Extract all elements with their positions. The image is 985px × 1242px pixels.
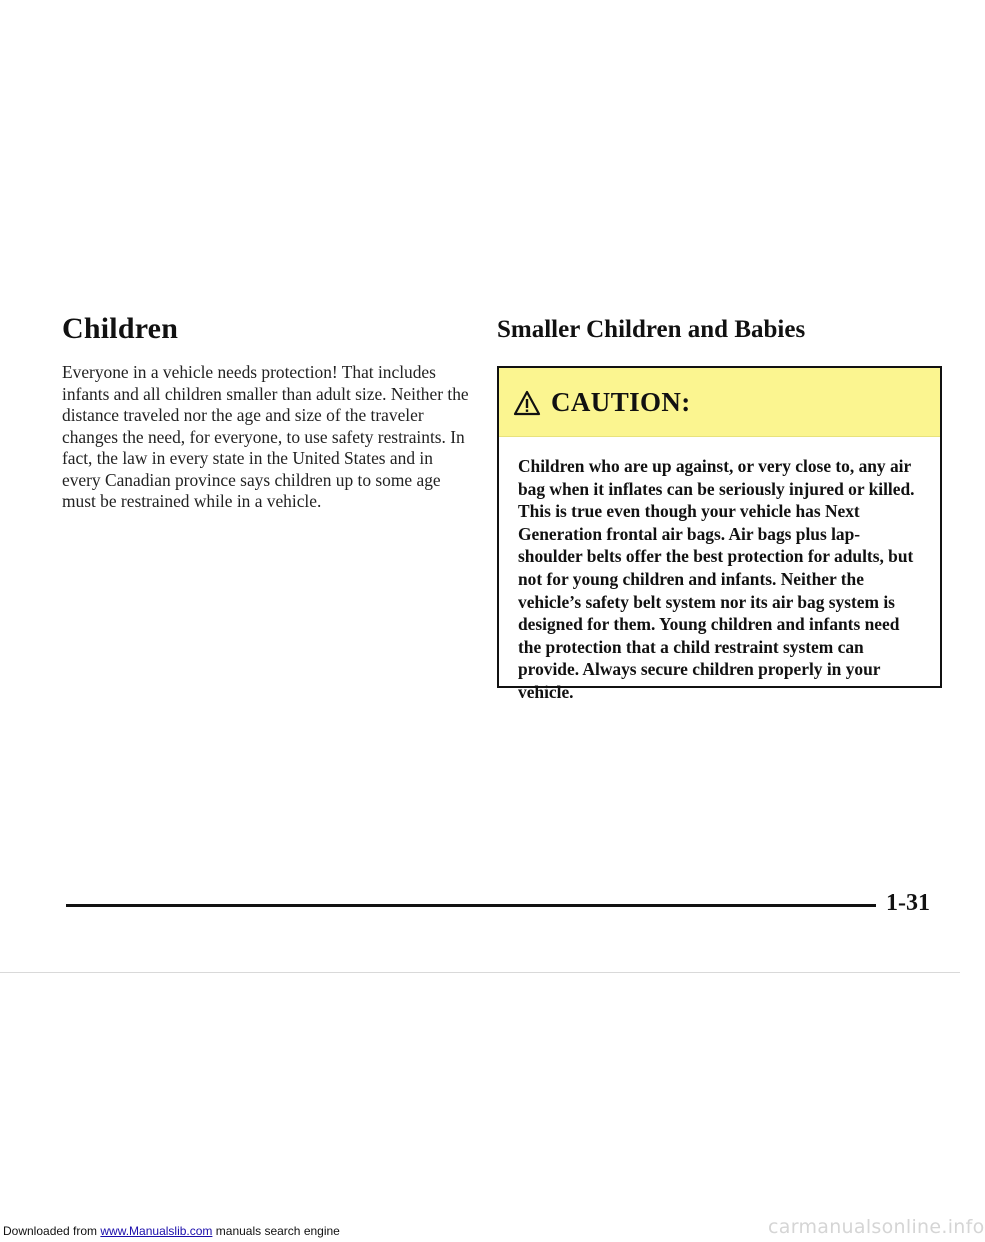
caution-text: Children who are up against, or very close to, any air bag when it inflates can be seriously injured or killed. This is true even though your vehicle has Next Generation frontal air bags. Air bags plus lap-shoulder belts offer the best protection for adults, but not for young children and infants. Neither the vehicle’s safety belt system nor its air bag system is designed for them. Young children and infants need the protection that a child restraint system can provide. Always secure children properly in your vehicle. (518, 456, 915, 702)
footer-rule (66, 904, 876, 907)
download-credit (3, 1224, 340, 1238)
section-title-children: Children (62, 312, 179, 345)
site-watermark: carmanualsonline.info (768, 1216, 985, 1238)
credit-suffix: manuals search engine (212, 1224, 340, 1238)
section-title-smaller-children: Smaller Children and Babies (497, 316, 806, 343)
caution-header (499, 368, 940, 437)
scan-divider (0, 972, 960, 973)
credit-prefix: Downloaded from (3, 1224, 101, 1238)
warning-triangle-icon (513, 390, 541, 416)
children-body-text: Everyone in a vehicle needs protection! That includes infants and all children smaller than adult size. Neither the distance traveled nor the age and size of the traveler changes the need, for everyone, to use safety restraints. In fact, the law in every state in the United States and in every Canadian province says children up to some age must be restrained while in a vehicle. (62, 362, 469, 511)
caution-label: CAUTION: (551, 386, 691, 417)
manualslib-link[interactable]: www.Manualslib.com (100, 1224, 213, 1238)
caution-box (497, 366, 942, 702)
page-number: 1-31 (886, 890, 930, 916)
